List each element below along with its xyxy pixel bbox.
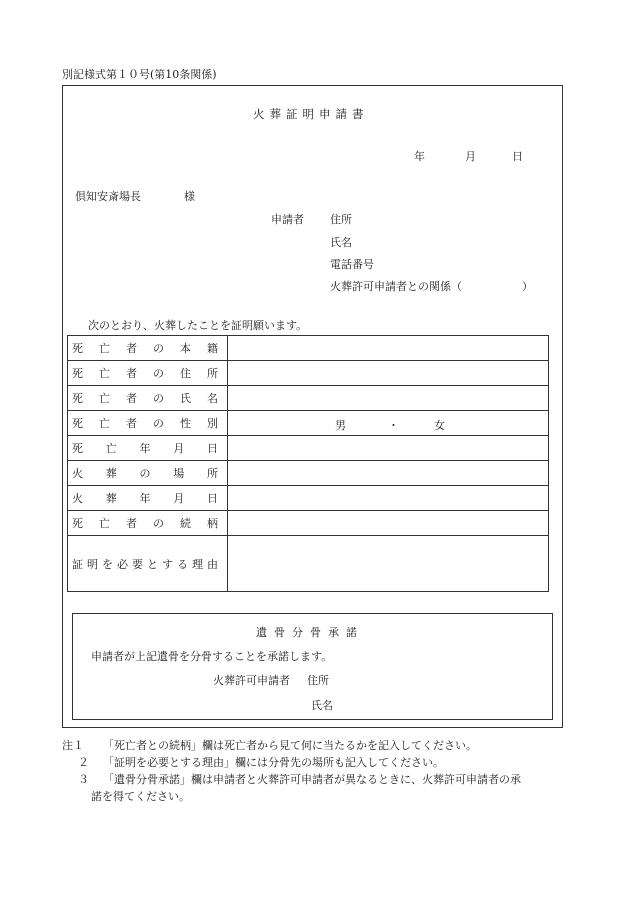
table-row (68, 486, 549, 511)
note-2-text: 「証明を必要とする理由」欄には分骨先の場所も記入してください。 (103, 756, 444, 769)
table-row (68, 386, 549, 411)
sex-separator: ・ (388, 419, 399, 432)
row-label-reason: 証 明 を 必 要 と す る 理 由 (68, 536, 228, 592)
name-field[interactable] (228, 386, 549, 411)
table-row (68, 436, 549, 461)
addressee-honorific: 様 (184, 190, 195, 203)
table-row (68, 536, 549, 592)
table-row (68, 336, 549, 361)
intro-text: 次のとおり、火葬したことを証明願います。 (88, 319, 308, 332)
row-label-sex: 死 亡 者 の 性 別 (68, 411, 228, 436)
note-1-number: 注１ (62, 739, 84, 752)
note-3-continuation: 諾を得てください。 (91, 790, 190, 803)
date-day: 日 (512, 150, 523, 163)
applicant-address-label: 住所 (330, 213, 352, 226)
date-month: 月 (465, 150, 476, 163)
relationship-field[interactable] (228, 511, 549, 536)
cremation-date-field[interactable] (228, 486, 549, 511)
date-line (414, 148, 534, 164)
domicile-field[interactable] (228, 336, 549, 361)
sex-field (228, 411, 549, 436)
consent-address-label: 住所 (307, 674, 329, 687)
table-row (68, 511, 549, 536)
addressee-name: 倶知安斎場長 (75, 190, 141, 203)
sex-male-option[interactable]: 男 (335, 419, 346, 432)
table-row (68, 461, 549, 486)
sex-female-option[interactable]: 女 (434, 419, 445, 432)
applicant-name-label: 氏名 (330, 236, 352, 249)
address-field[interactable] (228, 361, 549, 386)
death-date-field[interactable] (228, 436, 549, 461)
cremation-place-field[interactable] (228, 461, 549, 486)
consent-name-label: 氏名 (311, 699, 333, 712)
row-label-relationship: 死 亡 者 の 続 柄 (68, 511, 228, 536)
row-label-cremation-date: 火 葬 年 月 日 (68, 486, 228, 511)
date-year: 年 (414, 150, 425, 163)
applicant-relation-label: 火葬許可申請者との関係（ (330, 280, 462, 293)
form-number: 別記様式第１０号(第10条関係) (62, 68, 217, 81)
reason-field[interactable] (228, 536, 549, 592)
applicant-phone-label: 電話番号 (330, 258, 374, 271)
form-title: 火葬証明申請書 (253, 107, 369, 121)
note-3-text: 「遺骨分骨承諾」欄は申請者と火葬許可申請者が異なるときに、火葬許可申請者の承 (103, 773, 521, 786)
note-1-text: 「死亡者との続柄」欄は死亡者から見て何に当たるかを記入してください。 (103, 739, 477, 752)
applicant-label: 申請者 (271, 213, 304, 226)
table-row (68, 361, 549, 386)
consent-title: 遺骨分骨承諾 (256, 626, 364, 639)
consent-signer-label: 火葬許可申請者 (213, 674, 290, 687)
applicant-relation-close: ） (522, 280, 533, 293)
note-3-number: ３ (78, 773, 89, 786)
note-2-number: ２ (78, 756, 89, 769)
row-label-address: 死 亡 者 の 住 所 (68, 361, 228, 386)
row-label-cremation-place: 火 葬 の 場 所 (68, 461, 228, 486)
consent-text: 申請者が上記遺骨を分骨することを承諾します。 (91, 650, 333, 663)
table-row (68, 411, 549, 436)
deceased-info-table (67, 335, 549, 592)
row-label-death-date: 死 亡 年 月 日 (68, 436, 228, 461)
row-label-domicile: 死 亡 者 の 本 籍 (68, 336, 228, 361)
row-label-name: 死 亡 者 の 氏 名 (68, 386, 228, 411)
